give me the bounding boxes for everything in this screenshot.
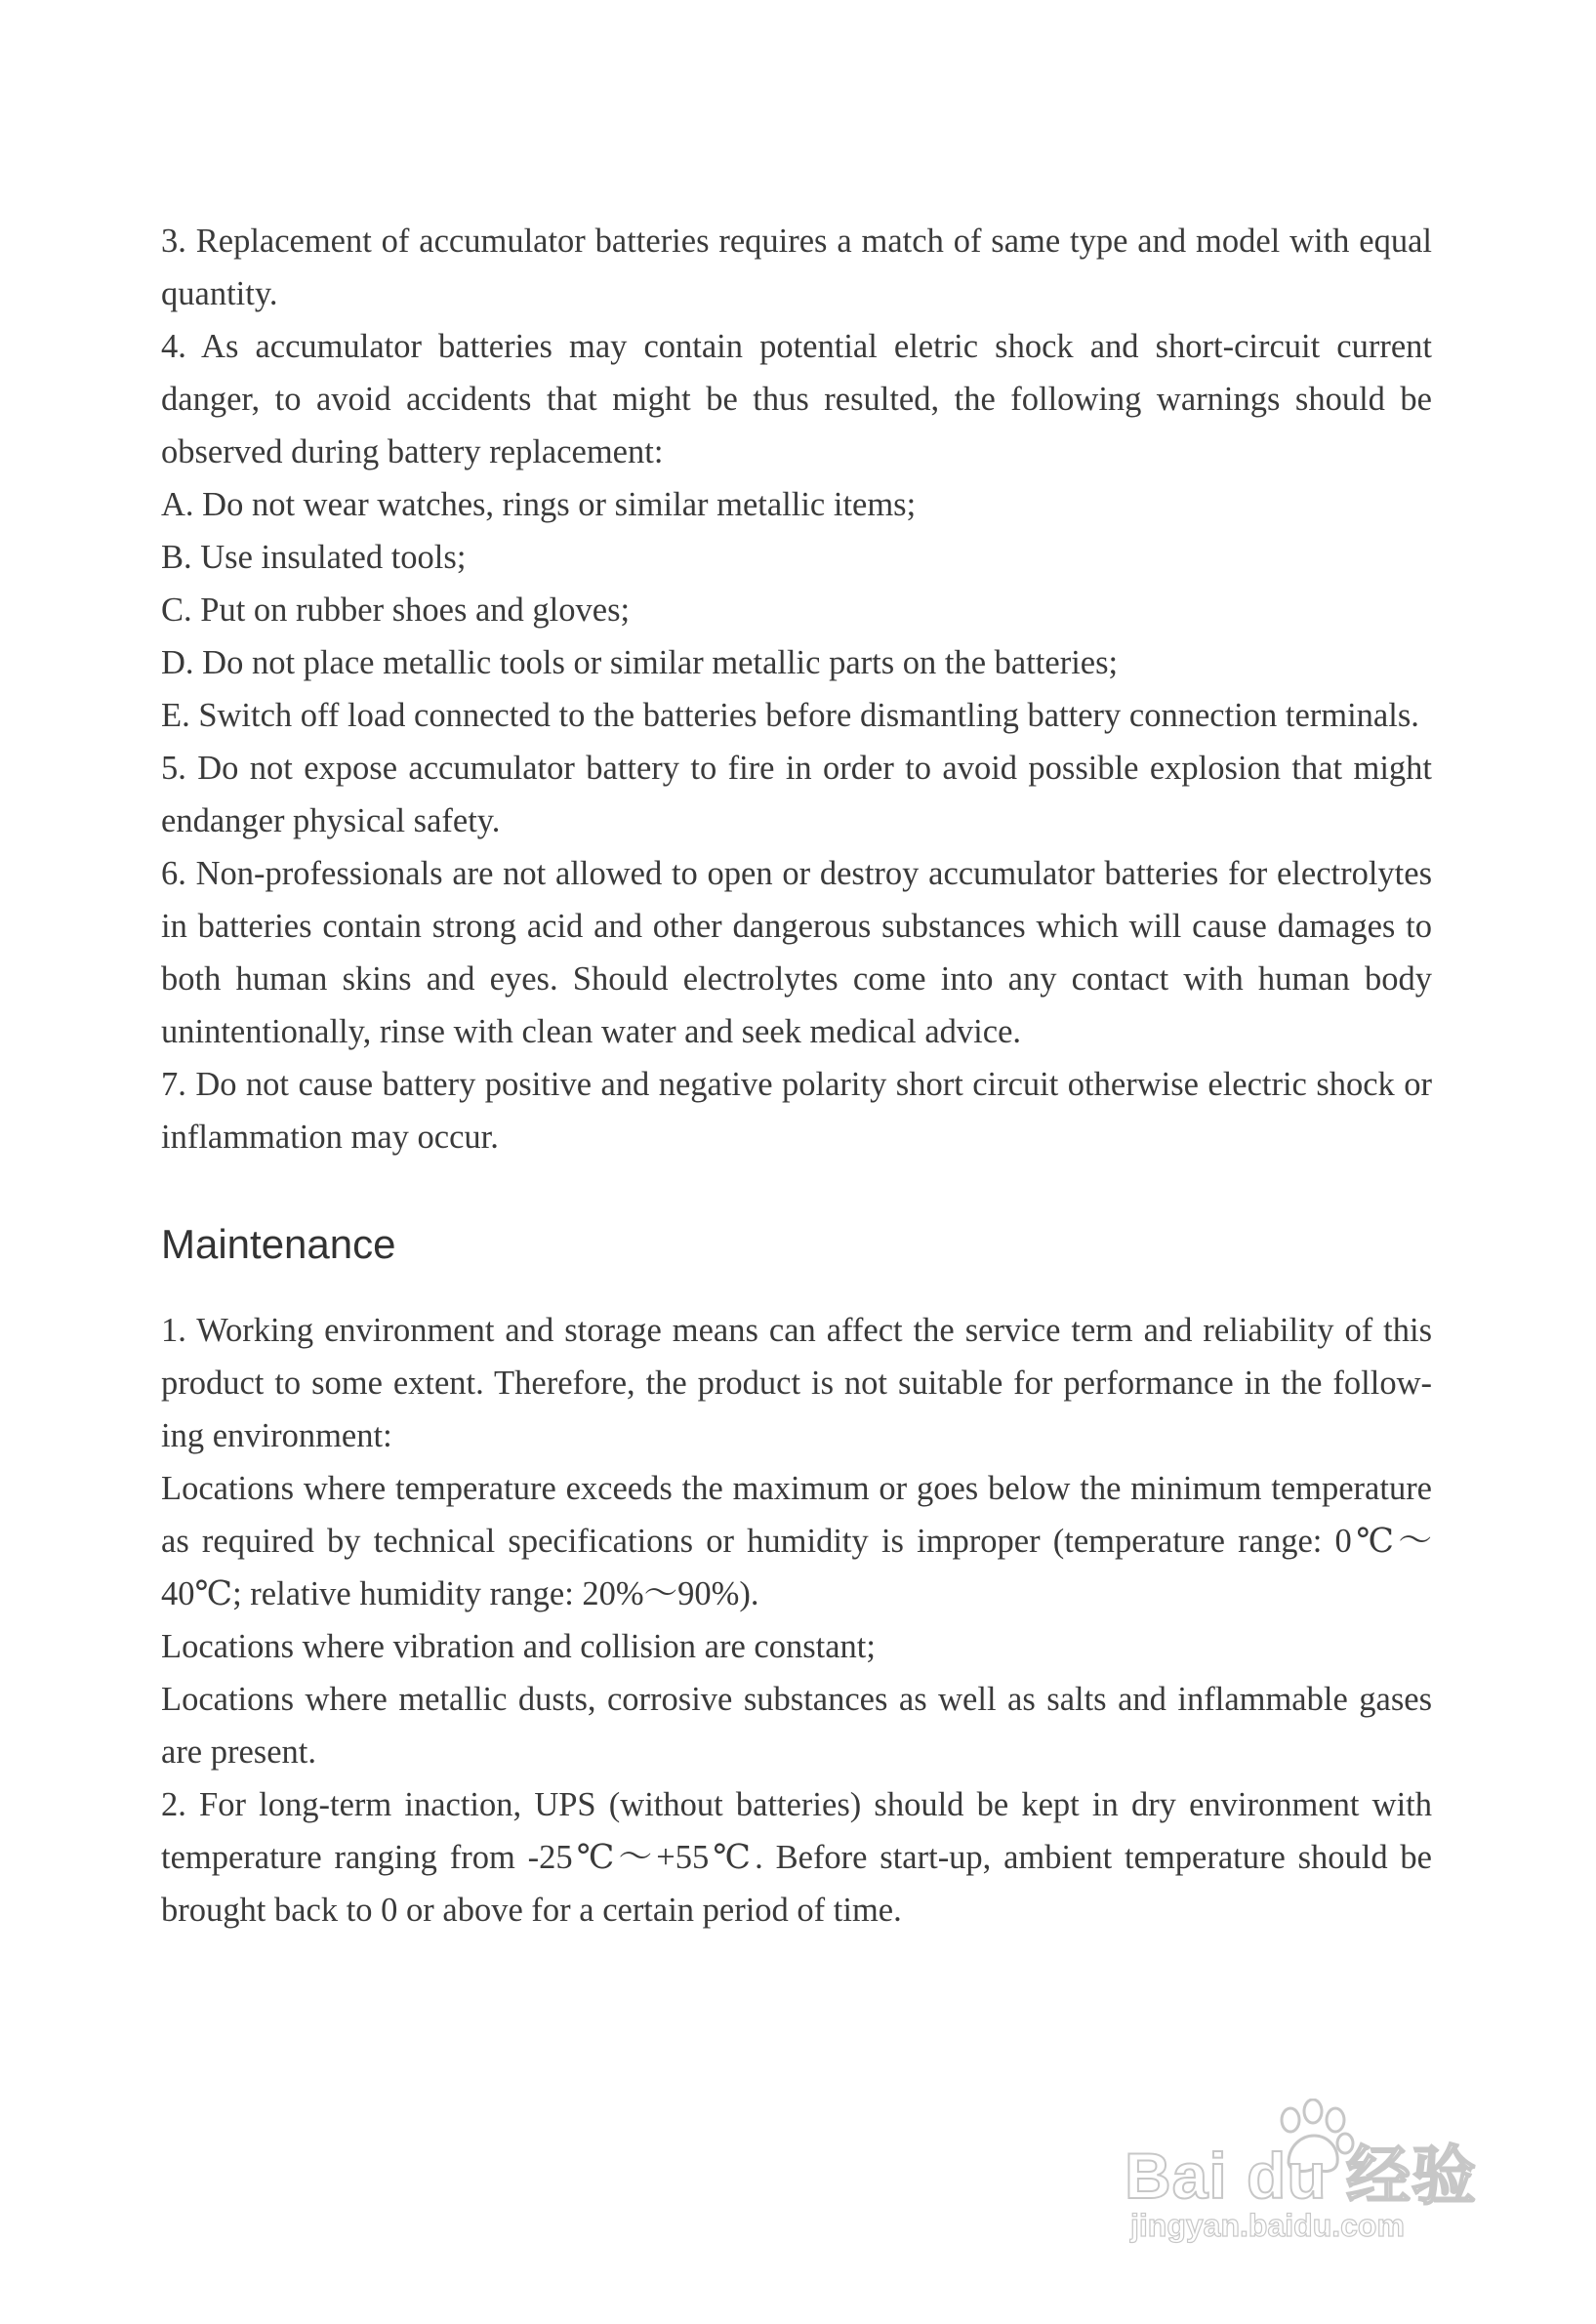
watermark-brand: Bai du 经验 <box>1125 2140 1478 2212</box>
battery-item-6: 6. Non-professionals are not allowed to open or destroy accumulator batteries for electrolytes in batteries contain strong acid and other dangerous substances which will cause damages to both human skins and eyes. Should electrolytes come into any contact with human body unintentionally, rinse with clean water and seek medical advice. <box>161 855 1432 1050</box>
maintenance-location-1: Locations where temperature exceeds the maximum or goes below the minimum temperature as required by technical specifications or humidity is improper (temperature range: 0℃～40℃; relative humidity range: 20%～90%). <box>161 1470 1432 1612</box>
battery-item-7: 7. Do not cause battery positive and negative polarity short circuit otherwise electric shock or inflammation may occur. <box>161 1066 1432 1156</box>
battery-item-4d: D. Do not place metallic tools or similar metallic parts on the batteries; <box>161 644 1119 681</box>
battery-item-4: 4. As accumulator batteries may contain potential eletric shock and short-circuit current danger, to avoid accidents that might be thus resulted, the following warnings should be observed during battery replacement: <box>161 328 1432 470</box>
watermark-url: jingyan.baidu.com <box>1130 2208 1405 2243</box>
document-body <box>161 215 1432 1937</box>
battery-item-4a: A. Do not wear watches, rings or similar metallic items; <box>161 486 917 523</box>
section-heading-maintenance: Maintenance <box>161 1221 396 1267</box>
maintenance-item-1: 1. Working environment and storage means can affect the service term and reliability of this product to some extent. Therefore, the product is not suitable for performance in the following environment: <box>161 1312 1432 1454</box>
baidu-jingyan-watermark <box>1125 2099 1495 2245</box>
battery-item-4e: E. Switch off load connected to the batteries before dismantling battery connection terminals. <box>161 697 1419 734</box>
maintenance-location-3: Locations where metallic dusts, corrosive substances as well as salts and inflammable gases are present. <box>161 1681 1432 1771</box>
maintenance-item-2: 2. For long-term inaction, UPS (without batteries) should be kept in dry environment with temperature ranging from -25℃～+55℃. Before start-up, ambient temperature should be brought back to 0 or above for a certain period of time. <box>161 1786 1432 1929</box>
maintenance-location-2: Locations where vibration and collision are constant; <box>161 1628 876 1665</box>
battery-item-5: 5. Do not expose accumulator battery to fire in order to avoid possible explosion that might endanger physical safety. <box>161 750 1432 839</box>
battery-item-4b: B. Use insulated tools; <box>161 539 467 576</box>
battery-item-3: 3. Replacement of accumulator batteries requires a match of same type and model with equal quantity. <box>161 223 1432 312</box>
battery-item-4c: C. Put on rubber shoes and gloves; <box>161 591 631 629</box>
